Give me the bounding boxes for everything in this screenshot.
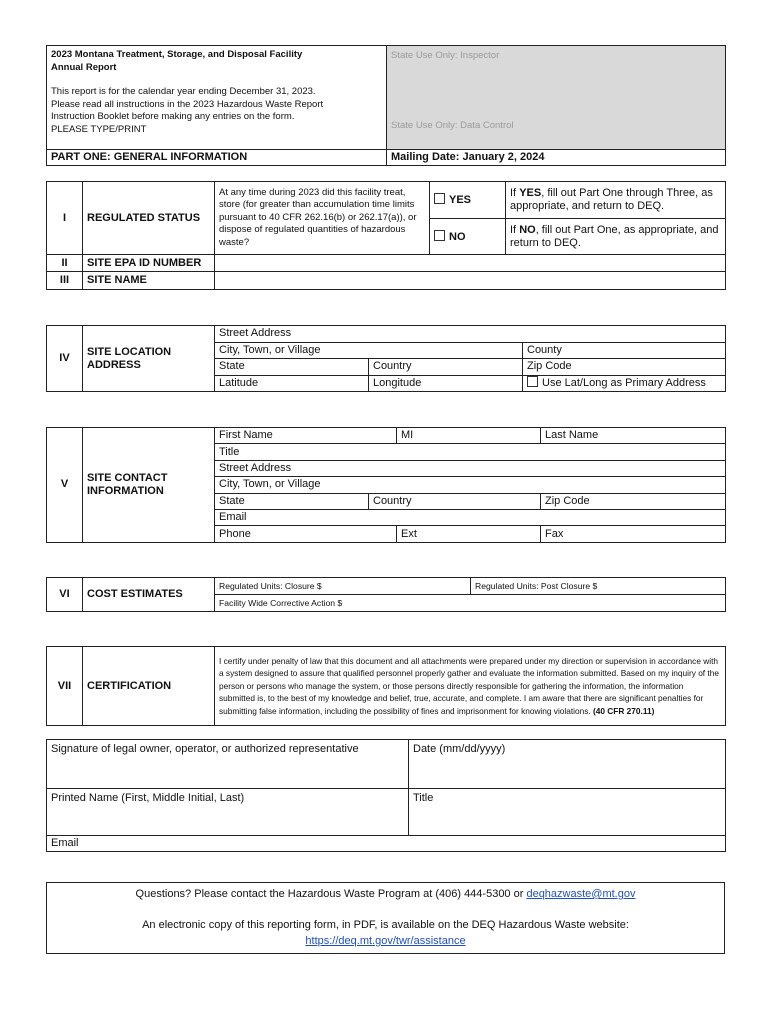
contact-state-field[interactable]: State <box>215 493 369 509</box>
contact-ext-field[interactable]: Ext <box>397 526 541 542</box>
contact-phone-field[interactable]: Phone <box>215 526 397 542</box>
contact-street-field[interactable]: Street Address <box>215 460 726 476</box>
contact-country-field[interactable]: Country <box>369 493 541 509</box>
cost-estimates-label: COST ESTIMATES <box>83 578 215 612</box>
questions-line <box>47 888 724 900</box>
signature-block <box>46 739 726 852</box>
contact-title-field[interactable]: Title <box>215 444 726 460</box>
latlong-primary-checkbox[interactable] <box>523 375 726 392</box>
state-use-only-box <box>387 46 726 150</box>
yes-if: If <box>510 187 517 199</box>
yes-word: YES <box>519 187 542 199</box>
part-one-heading: PART ONE: GENERAL INFORMATION <box>47 150 387 166</box>
no-if: If <box>510 223 517 236</box>
no-checkbox[interactable] <box>430 219 506 255</box>
contact-zip-field[interactable]: Zip Code <box>541 493 726 509</box>
printed-name-field[interactable]: Printed Name (First, Middle Initial, Last) <box>47 789 409 836</box>
report-title-line1: 2023 Montana Treatment, Storage, and Disposal Facility <box>51 49 303 60</box>
site-latitude-field[interactable]: Latitude <box>215 375 369 392</box>
signature-field[interactable]: Signature of legal owner, operator, or authorized representative <box>47 740 409 789</box>
contact-mi-field[interactable]: MI <box>397 428 541 444</box>
intro-line1: This report is for the calendar year ending December 31, 2023. <box>51 86 316 97</box>
section-site-location <box>46 325 726 392</box>
site-epa-id-label: SITE EPA ID NUMBER <box>83 255 215 272</box>
website-link[interactable]: https://deq.mt.gov/twr/assistance <box>305 935 466 947</box>
intro-line2: Please read all instructions in the 2023 Hazardous Waste Report <box>51 98 324 110</box>
contact-email-field[interactable]: Email <box>215 509 726 525</box>
contact-last-name-field[interactable]: Last Name <box>541 428 726 444</box>
section-certification <box>46 646 726 726</box>
roman-vi: VI <box>47 578 83 612</box>
no-instruction <box>506 219 726 255</box>
state-use-data-control: State Use Only: Data Control <box>391 120 514 131</box>
electronic-copy-text: An electronic copy of this reporting form, in PDF, is available on the DEQ Hazardous Waste website: <box>142 919 629 931</box>
regulated-status-question: At any time during 2023 did this facility treat, store (for greater than accumulation time limits pursuant to 40 CFR 262.16(b) or 262.17(a)), or dispose of regulated quantities of hazardous waste? <box>215 182 430 255</box>
yes-instruction <box>506 182 726 219</box>
contact-footer <box>46 882 725 954</box>
certification-text: I certify under penalty of law that this document and all attachments were prepared under my direction or supervision in accordance with a system designed to assure that qualified personnel properly gather and evaluate the information submitted. Based on my inquiry of the person or persons who manage the system, or those persons directly responsible for gathering the information, the information submitted is, to the best of my knowledge and belief, true, accurate, and complete. I am aware that there are significant penalties for submitting false information, including the possibility of fines and imprisonment for knowing violations. <box>219 655 719 716</box>
intro-line3: Instruction Booklet before making any entries on the form. <box>51 111 295 122</box>
intro-line4: PLEASE TYPE/PRINT <box>51 123 147 135</box>
deq-website-line <box>47 935 724 947</box>
site-city-field[interactable]: City, Town, or Village <box>215 342 523 359</box>
certification-statement <box>215 647 726 726</box>
site-name-input[interactable] <box>215 272 726 290</box>
site-location-label <box>83 326 215 392</box>
section-cost-estimates <box>46 577 726 612</box>
site-county-field[interactable]: County <box>523 342 726 359</box>
no-label: NO <box>449 230 466 243</box>
roman-iii: III <box>47 272 83 290</box>
site-contact-label <box>83 428 215 543</box>
contact-fax-field[interactable]: Fax <box>541 526 726 542</box>
roman-vii: VII <box>47 647 83 726</box>
site-longitude-field[interactable]: Longitude <box>369 375 523 392</box>
questions-text: Questions? Please contact the Hazardous Waste Program at (406) 444-5300 or <box>135 888 524 900</box>
closure-cost-field[interactable]: Regulated Units: Closure $ <box>215 578 471 595</box>
site-zip-field[interactable]: Zip Code <box>523 359 726 376</box>
site-state-field[interactable]: State <box>215 359 369 376</box>
contact-first-name-field[interactable]: First Name <box>215 428 397 444</box>
state-use-inspector: State Use Only: Inspector <box>391 50 500 61</box>
site-country-field[interactable]: Country <box>369 359 523 376</box>
site-contact-label-line2: INFORMATION <box>87 484 164 497</box>
no-checkbox-box[interactable] <box>434 230 445 241</box>
site-location-label-line1: SITE LOCATION <box>87 345 172 358</box>
date-field[interactable]: Date (mm/dd/yyyy) <box>409 740 726 789</box>
roman-ii: II <box>47 255 83 272</box>
header-table <box>46 45 726 166</box>
yes-checkbox[interactable] <box>430 182 506 219</box>
site-street-field[interactable]: Street Address <box>215 326 726 343</box>
contact-city-field[interactable]: City, Town, or Village <box>215 477 726 493</box>
post-closure-cost-field[interactable]: Regulated Units: Post Closure $ <box>471 578 726 595</box>
report-title-line2: Annual Report <box>51 61 117 73</box>
corrective-action-field[interactable]: Facility Wide Corrective Action $ <box>215 595 726 612</box>
signer-email-field[interactable]: Email <box>47 836 726 852</box>
no-word: NO <box>519 223 536 236</box>
latlong-primary-label: Use Lat/Long as Primary Address <box>542 377 706 390</box>
roman-v: V <box>47 428 83 543</box>
yes-text: , fill out Part One through Three, as appropriate, and return to DEQ. <box>510 187 713 212</box>
certification-label: CERTIFICATION <box>83 647 215 726</box>
site-location-label-line2: ADDRESS <box>87 358 141 371</box>
no-text: , fill out Part One, as appropriate, and return to DEQ. <box>510 223 719 249</box>
yes-label: YES <box>449 194 472 206</box>
site-name-label: SITE NAME <box>83 272 215 290</box>
certification-cfr: (40 CFR 270.11) <box>593 705 655 716</box>
site-contact-label-line1: SITE CONTACT <box>87 471 168 484</box>
report-header <box>47 46 387 150</box>
yes-checkbox-box[interactable] <box>434 193 445 204</box>
signer-title-field[interactable]: Title <box>409 789 726 836</box>
latlong-checkbox-box[interactable] <box>527 376 538 387</box>
section-regulated-status <box>46 181 726 290</box>
email-link[interactable]: deqhazwaste@mt.gov <box>526 888 636 900</box>
roman-iv: IV <box>47 326 83 392</box>
site-epa-id-input[interactable] <box>215 255 726 272</box>
regulated-status-label: REGULATED STATUS <box>83 182 215 255</box>
roman-i: I <box>47 182 83 255</box>
section-site-contact <box>46 427 726 543</box>
mailing-date: Mailing Date: January 2, 2024 <box>387 150 726 166</box>
